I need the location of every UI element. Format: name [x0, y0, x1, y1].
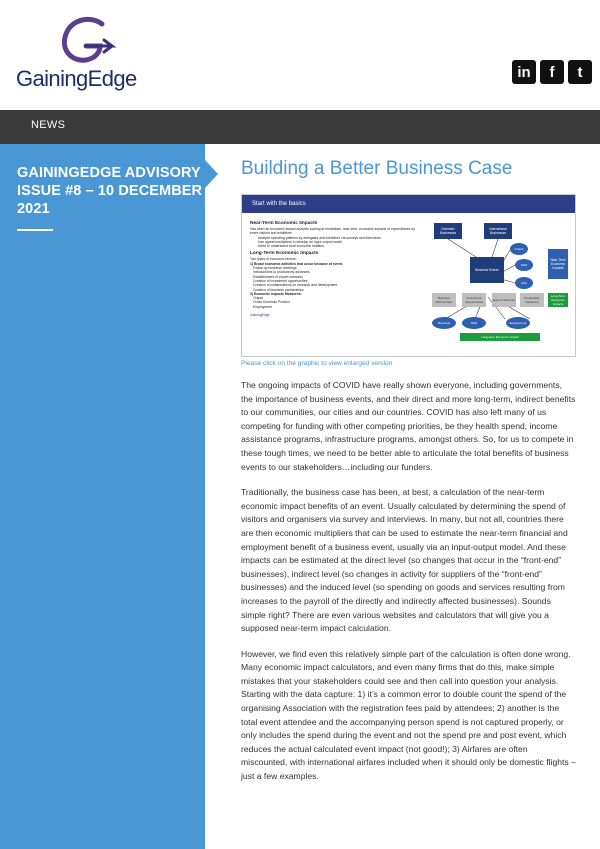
graphic-bottom-oval: Meetings — [432, 317, 456, 329]
graphic-long-term-item: Establishment of export networks — [253, 274, 303, 279]
issue-title — [17, 164, 207, 218]
graphic-node-jobs: Jobs — [515, 277, 533, 289]
logo-g-mark-icon — [54, 16, 124, 72]
issue-title-line1: GAININGEDGE ADVISORY — [17, 165, 201, 181]
logo-brand-edge: Edge — [87, 66, 137, 91]
gainingedge-logo[interactable] — [16, 16, 146, 96]
graphic-node-center: Business Events — [470, 257, 504, 283]
graphic-long-term-item: Creation of business partnerships — [253, 287, 304, 292]
article-paragraph: The ongoing impacts of COVID have really shown everyone, including governments, the importance of business events, and their direct and more long-term, indirect benefits to our communities, our cities and our countries. COVID has also left many of us competing for funding with other competing priorities, be they health spend, income assistance programs, infrastructure programs, amongst others. So, for us to compete in these tough times, we need to be better able to articulate the total benefits of business events to our stakeholders…including our funders. — [241, 380, 576, 472]
graphic-footer-logo: GainingEdge — [250, 313, 270, 318]
graphic-bottom-oval: Employment — [506, 317, 530, 329]
graphic-near-term-bullet: Need to understand local economic realities — [258, 244, 324, 249]
graphic-banner: Start with the basics — [242, 195, 575, 213]
logo-brand-gaining: Gaining — [16, 66, 88, 91]
graphic-near-term-bullet: Analyse spending patterns by delegates and exhibitors via surveys and interviews — [258, 235, 381, 240]
graphic-long-term-sub1: 1) Broad economic activities that occur because of event: — [250, 261, 343, 266]
nav-item-news[interactable]: NEWS — [31, 119, 66, 131]
graphic-long-term-item: Introductions to productivity advances — [253, 270, 310, 275]
graphic-near-term-text: Has been an economic impact analysis looking at immediate, near term, economic impacts of expenditures by event visitors and exhibitors — [250, 227, 415, 236]
business-case-graphic[interactable] — [241, 194, 576, 357]
graphic-long-term-measure: Output — [253, 296, 264, 301]
nav-bar — [0, 110, 600, 144]
facebook-icon[interactable]: f — [540, 60, 564, 84]
issue-divider — [17, 229, 53, 231]
graphic-node-output: Output — [510, 243, 528, 255]
article — [241, 158, 576, 784]
graphic-long-term-intro: Two types of economic factors: — [250, 257, 297, 262]
graphic-long-term-heading: Long-Term Economic Impacts — [250, 251, 319, 257]
article-title: Building a Better Business Case — [241, 158, 513, 179]
site-header — [0, 0, 600, 110]
graphic-grey-box: Export Networks — [492, 293, 516, 307]
graphic-text-column — [250, 221, 420, 317]
graphic-node-international: International Businesses — [484, 223, 512, 239]
twitter-icon[interactable]: t — [568, 60, 592, 84]
article-paragraph: Traditionally, the business case has been, at best, a calculation of the near-term economic impact benefits of an event. Usually calculated by determining the spend of visitors and organisers via survey and interviews. In many, but not all, countries there are then economic multipliers that can be used to estimate the near-term financial and employment benefit of a business event, usually via an input-output model. And these impacts can be estimated at the direct level (so changes that occur in the “front-end” businesses), indirect level (so changes in activity for suppliers of the “front-end” businesses) and the induced level (so spending on goods and services resulting from increases to the payroll of the directly and indirectly affected businesses). Sounds simple right? There are even various websites and calculators that will give you a supposed near-term impact calculation. — [241, 487, 568, 634]
graphic-bottom-green-bar: Long-term Economic Impact — [460, 333, 540, 341]
graphic-diagram — [420, 217, 570, 347]
graphic-near-term-heading: Near-Term Economic Impacts — [250, 221, 318, 226]
graphic-long-term-measure: Employment — [253, 304, 272, 309]
graphic-grey-box: Investment Opportunities — [462, 293, 486, 307]
issue-sidebar — [0, 144, 205, 849]
graphic-node-long-term: Long-Term Economic Impacts — [548, 293, 568, 307]
graphic-long-term-item: Creation of collaborations on research and development — [253, 283, 338, 288]
graphic-long-term-item: Follow up business meetings — [253, 266, 297, 271]
graphic-grey-box: Business Partnerships — [432, 293, 456, 307]
graphic-long-term-sub2: 2) Economic Impacts Measures: — [250, 291, 302, 296]
graphic-near-term-bullet: Use agreed multipliers to develop an input output model — [258, 239, 342, 244]
social-links — [512, 60, 592, 84]
linkedin-icon[interactable]: in — [512, 60, 536, 84]
issue-title-line3: 2021 — [17, 201, 50, 217]
graphic-long-term-measure: Gross Domestic Product — [253, 300, 290, 305]
article-paragraph: However, we find even this relatively simple part of the calculation is often done wrong. Many economic impact calculators, and even many firms that do this, make simple mistakes that your stakeholders could see and then call into question your analysis. Starting with the data capture: 1) it’s a common error to double count the spend of the organising Association with the registration fees paid by attendees; 2) another is the total event attendee and the accompanying person spend is not captured properly, or only includes the spend during the event and not the spend pre and post event, which reduces the actual calculated event impact (not good!); 3) Airfares are often miscounted, with international airfares included when it should only be domestic flights – just a few examples. — [241, 648, 576, 782]
graphic-caption-link[interactable]: Please click on the graphic to view enlarged version — [241, 360, 393, 367]
graphic-node-domestic: Domestic Businesses — [434, 223, 462, 239]
logo-wordmark — [16, 66, 137, 92]
graphic-grey-box: Productivity Advances — [520, 293, 544, 307]
graphic-bottom-oval: R&D — [462, 317, 486, 329]
graphic-node-gdp: GDP — [515, 259, 533, 271]
issue-title-line2: ISSUE #8 – 10 DECEMBER — [17, 183, 203, 199]
graphic-node-near-term: Near-Term Economic Impacts — [548, 249, 568, 279]
graphic-long-term-item: Creation of investment opportunities — [253, 278, 308, 283]
